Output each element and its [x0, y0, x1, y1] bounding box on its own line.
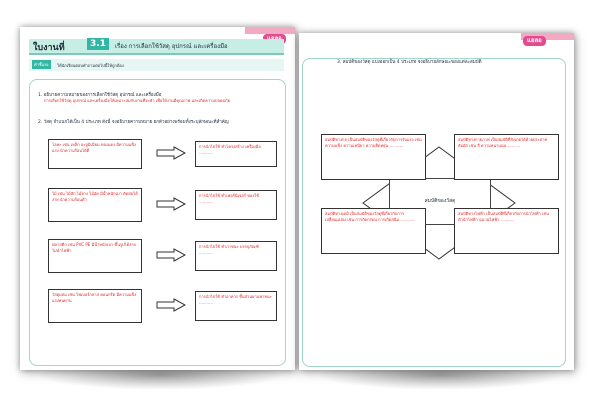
property-description: สมบัติทางกล เป็นสมบัติของวัสดุที่เกี่ยวกับการรับแรง เช่น ความแข็ง ความเหนียว ความยืดหยุ่น ...........: [325, 137, 422, 148]
question-1-answer: การเลือกใช้วัสดุ อุปกรณ์ และเครื่องมือให้เหมาะสมกับงานที่จะทำ เพื่อให้งานมีคุณภาพ และเกิดความปลอดภัย: [44, 98, 230, 103]
arrow-right-icon: [156, 146, 186, 160]
worksheet-title-bar: [29, 39, 284, 55]
question-2: 2. วัสดุ จำแนกได้เป็น 4 ประเภท ดังนี้ จงอธิบายความหมาย ยกตัวอย่างพร้อมทั้งระบุลักษณะที่สำคัญ: [38, 120, 229, 125]
property-description: สมบัติทางกายภาพ เป็นสมบัติที่สังเกตได้ด้วยประสาทสัมผัส เช่น สี ความหนาแน่น ..........: [458, 137, 548, 148]
usage-box: [195, 291, 277, 321]
worksheet-page-right: [299, 33, 574, 370]
usage-box: [195, 241, 277, 271]
question-1: 1. อธิบายความหมายของการเลือกใช้วัสดุ อุปกรณ์ และเครื่องมือ: [38, 93, 162, 98]
worksheet-number: 3.1: [87, 38, 109, 50]
instruction-tag: คำชี้แจง: [34, 62, 49, 67]
page-badge: แอลอ: [523, 36, 546, 46]
instruction-text: ให้นักเรียนตอบคำถามต่อไปนี้ให้ถูกต้อง: [57, 63, 124, 68]
worksheet-label: ใบงานที่: [33, 43, 65, 53]
worksheet-page-left: [20, 27, 295, 370]
property-description: สมบัติทางเคมี เป็นสมบัติของวัสดุที่เกี่ยวกับการเปลี่ยนแปลง เช่น การกัดกร่อน การเกิดสนิม ...........: [325, 211, 415, 222]
property-box: [321, 208, 426, 254]
material-box: [48, 239, 142, 273]
property-box: [454, 208, 559, 254]
property-box: [321, 134, 426, 180]
material-box: [48, 139, 142, 169]
material-description: พลาสติก เช่น PVC PE มีน้ำหนักเบา ขึ้นรูปได้ง่าย ไม่นำไฟฟ้า: [52, 242, 136, 253]
usage-box: [195, 190, 277, 220]
arrow-right-icon: [156, 298, 186, 312]
property-description: สมบัติทางไฟฟ้า เป็นสมบัติที่เกี่ยวกับการนำไฟฟ้า เช่น ตัวนำไฟฟ้า ฉนวนไฟฟ้า ...........: [458, 211, 549, 222]
usage-description: การนำไปใช้ ทำอาคาร ชิ้นส่วนยานพาหนะ ...........: [199, 294, 272, 305]
instruction-row: [29, 59, 284, 71]
worksheet-title: เรื่อง การเลือกใช้วัสดุ อุปกรณ์ และเครื่องมือ: [115, 43, 228, 50]
material-box: [48, 289, 142, 323]
arrow-right-icon: [156, 197, 186, 211]
usage-description: การนำไปใช้ ทำภาชนะ บรรจุภัณฑ์ ...........: [199, 244, 259, 255]
center-concept-label: สมบัติของวัสดุ: [424, 198, 456, 204]
usage-description: การนำไปใช้ ทำเฟอร์นิเจอร์ ของใช้ ...........: [199, 193, 259, 204]
material-description: ไม้ เช่น ไม้สัก ไม้ยาง ไม้อัด มีน้ำหนักเบา ตัดต่อได้ง่าย นำความร้อนต่ำ: [52, 191, 138, 202]
material-box: [48, 188, 142, 222]
usage-box: [195, 141, 277, 167]
header-accent-bar: [245, 27, 295, 34]
question-3: 3. สมบัติของวัสดุ แบ่งออกเป็น 4 ประเภท จงอธิบายลักษณะของแต่ละสมบัติ: [337, 60, 482, 65]
property-box: [454, 134, 559, 180]
usage-description: การนำไปใช้ ทำโครงสร้าง เครื่องมือ ...........: [199, 144, 261, 155]
material-description: วัสดุผสม เช่น ไฟเบอร์กลาส คอนกรีต มีความแข็งแรงทนทาน: [52, 292, 137, 303]
arrow-right-icon: [156, 248, 186, 262]
material-description: โลหะ เช่น เหล็ก อะลูมิเนียม ทองแดง มีความแข็งแรง นำความร้อนได้ดี: [52, 142, 136, 153]
